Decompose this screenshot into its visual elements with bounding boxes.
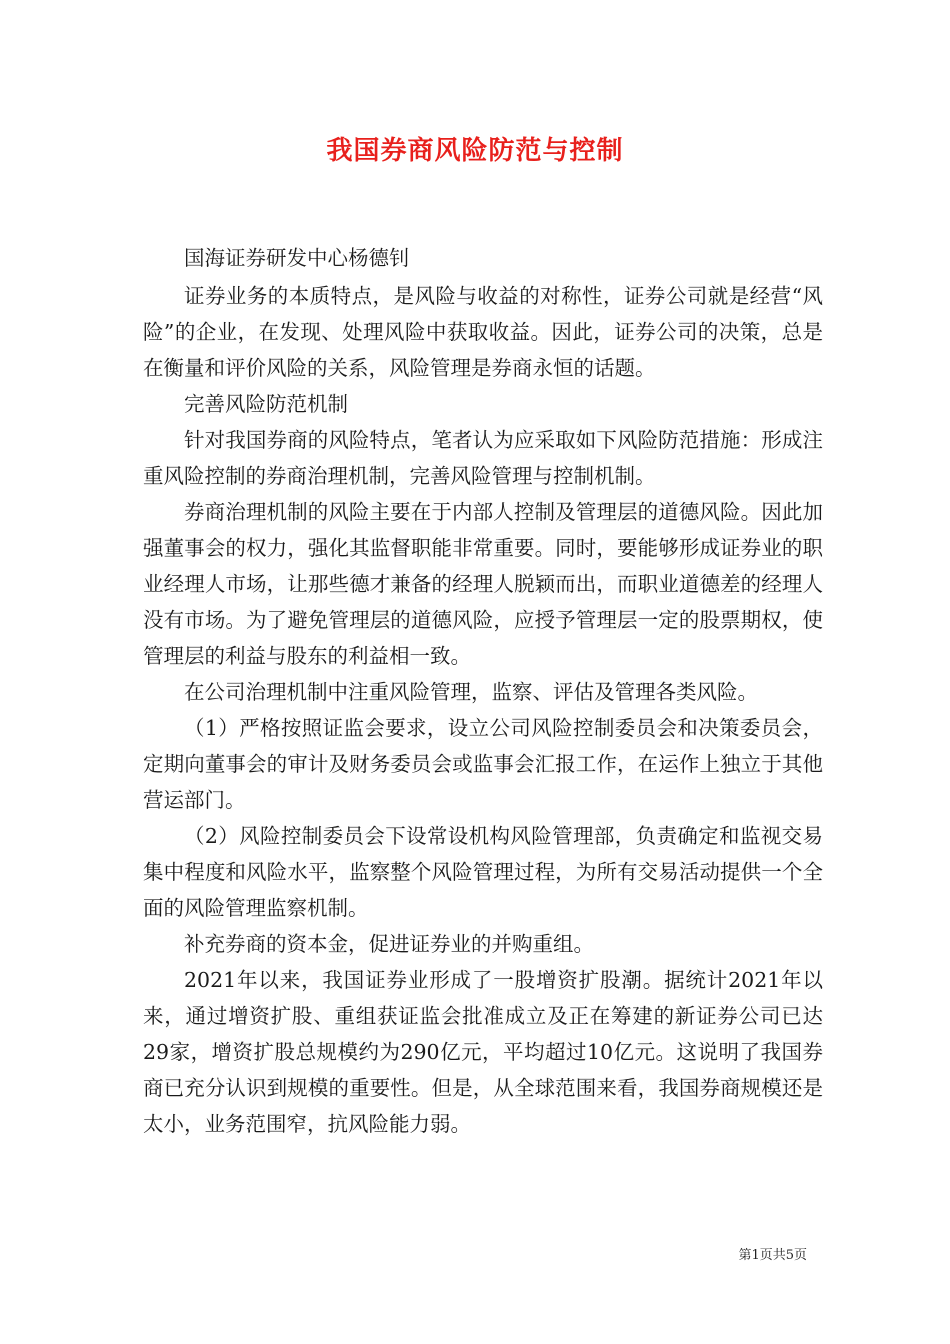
paragraph: 针对我国券商的风险特点，笔者认为应采取如下风险防范措施：形成注重风险控制的券商治理机制，完善风险管理与控制机制。 (143, 428, 823, 488)
paragraph: 券商治理机制的风险主要在于内部人控制及管理层的道德风险。因此加强董事会的权力，强化其监督职能非常重要。同时，要能够形成证券业的职业经理人市场，让那些德才兼备的经理人脱颖而出，而职业道德差的经理人没有市场。为了避免管理层的道德风险，应授予管理层一定的股票期权，使管理层的利益与股东的利益相一致。 (143, 500, 823, 668)
list-item: （1）严格按照证监会要求，设立公司风险控制委员会和决策委员会，定期向董事会的审计及财务委员会或监事会汇报工作，在运作上独立于其他营运部门。 (143, 716, 823, 812)
author-line: 国海证券研发中心杨德钊 (184, 246, 410, 270)
paragraph: 2021年以来，我国证券业形成了一股增资扩股潮。据统计2021年以来，通过增资扩股、重组获证监会批准成立及正在筹建的新证券公司已达29家，增资扩股总规模约为290亿元，平均超过10亿元。这说明了我国券商已充分认识到规模的重要性。但是，从全球范围来看，我国券商规模还是太小，业务范围窄，抗风险能力弱。 (143, 968, 823, 1136)
section-heading: 补充券商的资本金，促进证券业的并购重组。 (184, 932, 594, 956)
section-heading: 完善风险防范机制 (184, 392, 348, 416)
page-number: 第1页共5页 (738, 1248, 807, 1263)
paragraph: 在公司治理机制中注重风险管理，监察、评估及管理各类风险。 (184, 680, 758, 704)
list-item: （2）风险控制委员会下设常设机构风险管理部，负责确定和监视交易集中程度和风险水平，监察整个风险管理过程，为所有交易活动提供一个全面的风险管理监察机制。 (143, 824, 823, 920)
paragraph: 证券业务的本质特点，是风险与收益的对称性，证券公司就是经营“风险”的企业，在发现、处理风险中获取收益。因此，证券公司的决策，总是在衡量和评价风险的关系，风险管理是券商永恒的话题。 (143, 284, 823, 380)
document-title: 我国券商风险防范与控制 (326, 136, 624, 166)
document-body (143, 240, 823, 1142)
